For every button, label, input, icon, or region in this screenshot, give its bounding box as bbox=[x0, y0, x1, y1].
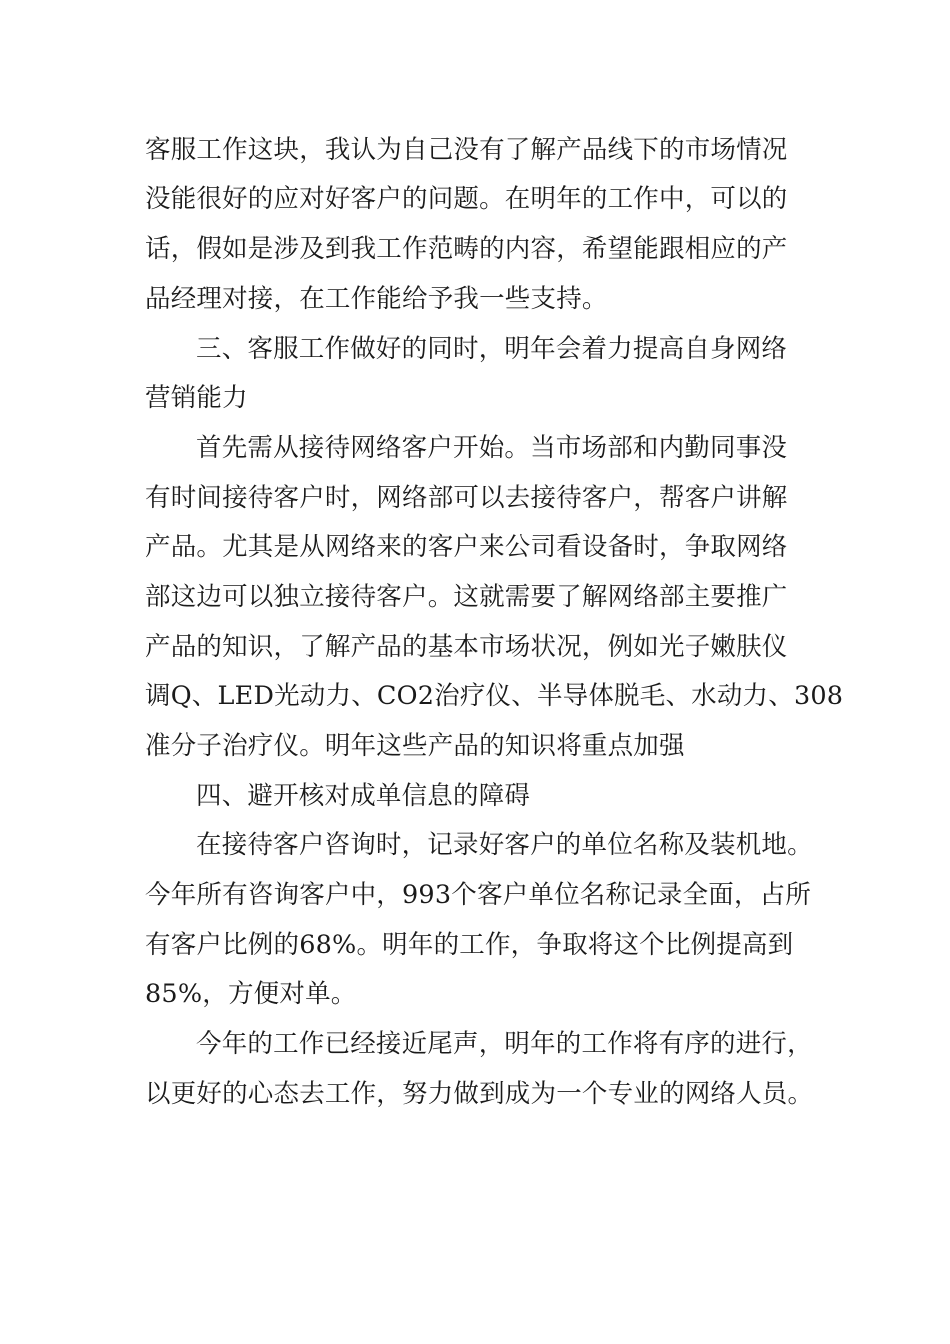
text-line: 今年所有咨询客户中，993个客户单位名称记录全面，占所 bbox=[145, 880, 812, 910]
paragraph-start-line: 首先需从接待网络客户开始。当市场部和内勤同事没 bbox=[196, 433, 788, 463]
text-line: 85%，方便对单。 bbox=[145, 979, 357, 1009]
paragraph-start-line: 今年的工作已经接近尾声，明年的工作将有序的进行， bbox=[196, 1029, 813, 1059]
text-line: 没能很好的应对好客户的问题。在明年的工作中，可以的 bbox=[145, 184, 788, 214]
text-line: 品经理对接，在工作能给予我一些支持。 bbox=[145, 284, 608, 314]
text-line: 有时间接待客户时，网络部可以去接待客户，帮客户讲解 bbox=[145, 483, 788, 513]
text-line: 客服工作这块，我认为自己没有了解产品线下的市场情况 bbox=[145, 135, 788, 165]
section-heading: 四、避开核对成单信息的障碍 bbox=[196, 781, 531, 811]
text-line: 产品的知识，了解产品的基本市场状况，例如光子嫩肤仪 bbox=[145, 632, 788, 662]
text-line: 准分子治疗仪。明年这些产品的知识将重点加强 bbox=[145, 731, 685, 761]
text-line: 话，假如是涉及到我工作范畴的内容，希望能跟相应的产 bbox=[145, 234, 788, 264]
text-line: 调Q、LED光动力、CO2治疗仪、半导体脱毛、水动力、308 bbox=[145, 681, 844, 711]
text-line: 部这边可以独立接待客户。这就需要了解网络部主要推广 bbox=[145, 582, 788, 612]
text-line: 产品。尤其是从网络来的客户来公司看设备时，争取网络 bbox=[145, 532, 788, 562]
text-line: 有客户比例的68%。明年的工作，争取将这个比例提高到 bbox=[145, 930, 794, 960]
text-line: 以更好的心态去工作，努力做到成为一个专业的网络人员。 bbox=[145, 1079, 814, 1109]
section-heading: 三、客服工作做好的同时，明年会着力提高自身网络 bbox=[196, 334, 788, 364]
section-heading-continued: 营销能力 bbox=[145, 383, 248, 413]
paragraph-start-line: 在接待客户咨询时，记录好客户的单位名称及装机地。 bbox=[196, 830, 813, 860]
